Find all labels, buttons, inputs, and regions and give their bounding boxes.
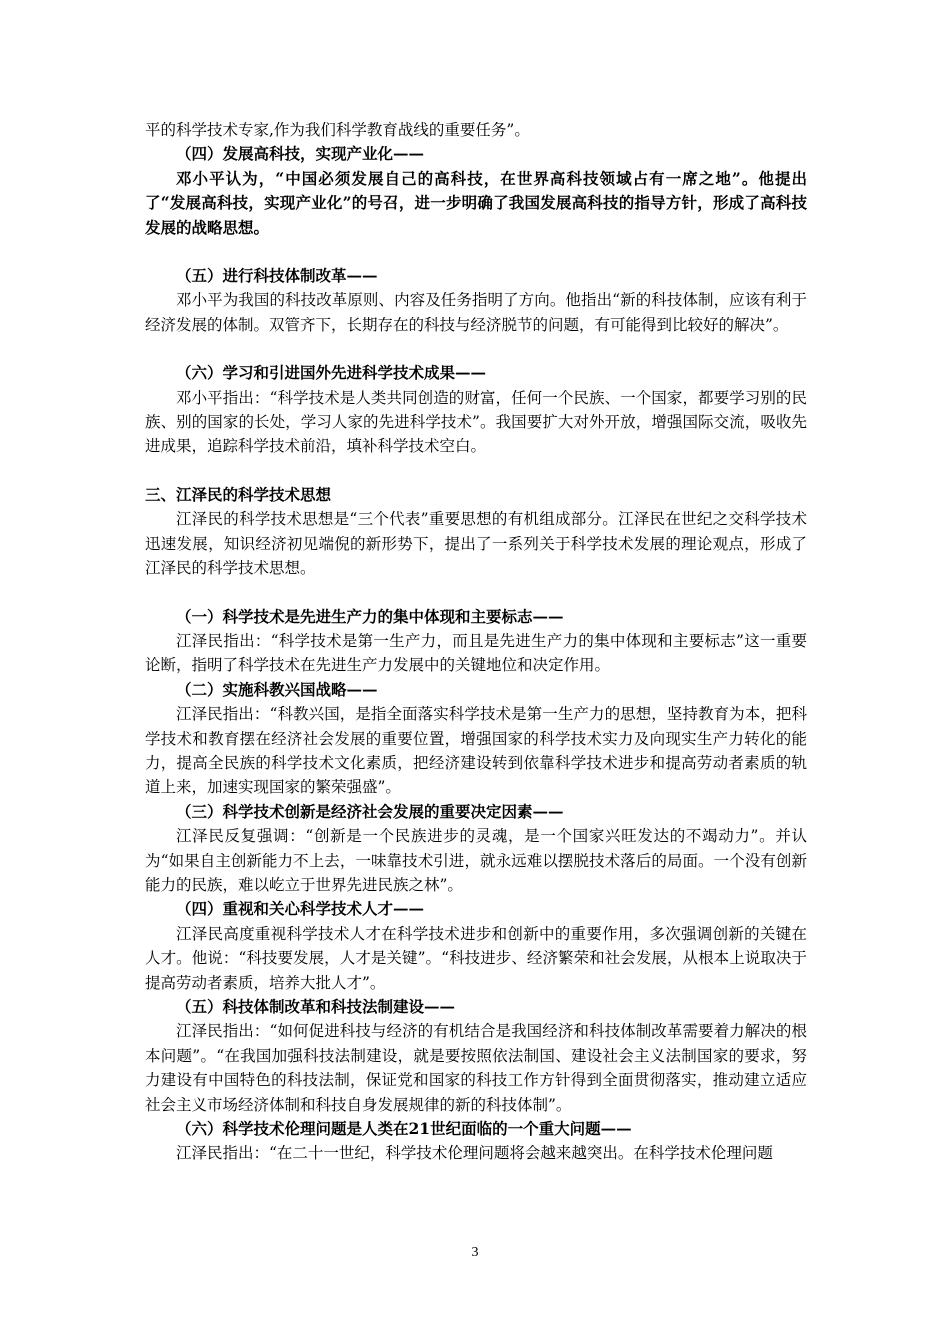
heading-d4: （四）发展高科技，实现产业化—— (176, 144, 425, 164)
lead-paragraph: 平的科学技术专家,作为我们科学教育战线的重要任务”。 (145, 121, 530, 139)
heading-j5: （五）科技体制改革和科技法制建设—— (176, 997, 456, 1016)
document-page (145, 118, 807, 1166)
paragraph-j4: 江泽民高度重视科学技术人才在科学技术进步和创新中的重要作用，多次强调创新的关键在人才。他说：“科技要发展，人才是关键”。“科技进步、经济繁荣和社会发展，从根本上说取决于提高劳动者素质，培养大批人才”。 (145, 924, 807, 992)
heading-j2: （二）实施科教兴国战略—— (176, 679, 378, 699)
paragraph-j2: 江泽民指出：“科教兴国，是指全面落实科学技术是第一生产力的思想，坚持教育为本，把科学技术和教育摆在经济社会发展的重要位置，增强国家的科学技术实力及向现实生产力转化的能力，提高全民族的科学技术文化素质，把经济建设转到依靠科学技术进步和提高劳动者素质的轨道上来，加速实现国家的繁荣强盛”。 (145, 705, 807, 797)
paragraph-j3: 江泽民反复强调：“创新是一个民族进步的灵魂，是一个国家兴旺发达的不竭动力”。并认为“如果自主创新能力不上去，一味靠技术引进，就永远难以摆脱技术落后的局面。一个没有创新能力的民族，难以屹立于世界先进民族之林”。 (145, 827, 807, 894)
heading-j4: （四）重视和关心科学技术人才—— (176, 899, 425, 919)
page-number: 3 (471, 1245, 479, 1260)
heading-j6: （六）科学技术伦理问题是人类在21世纪面临的一个重大问题—— (176, 1119, 632, 1139)
paragraph-j5: 江泽民指出：“如何促进科技与经济的有机结合是我国经济和科技体制改革需要着力解决的根本问题”。“在我国加强科技法制建设，就是要按照依法制国、建设社会主义法制国家的要求，努力建设有中国特色的科技法制，保证党和国家的科技工作方针得到全面贯彻落实，推动建立适应社会主义市场经济体制和科技自身发展规律的新的科技体制”。 (145, 1022, 807, 1114)
section-heading-3: 三、江泽民的科学技术思想 (145, 484, 332, 504)
paragraph-j1: 江泽民指出：“科学技术是第一生产力，而且是先进生产力的集中体现和主要标志”这一重要论断，指明了科学技术在先进生产力发展中的关键地位和决定作用。 (145, 631, 807, 675)
heading-d5: （五）进行科技体制改革—— (176, 266, 378, 286)
paragraph-j6: 江泽民指出：“在二十一世纪，科学技术伦理问题将会越来越突出。在科学技术伦理问题 (176, 1144, 773, 1163)
heading-j1: （一）科学技术是先进生产力的集中体现和主要标志—— (176, 606, 564, 626)
heading-j3: （三）科学技术创新是经济社会发展的重要决定因素—— (176, 801, 564, 821)
paragraph-d6: 邓小平指出：“科学技术是人类共同创造的财富，任何一个民族、一个国家，都要学习别的民族、别的国家的长处，学习人家的先进科学技术”。我国要扩大对外开放，增强国际交流，吸收先进成果，追踪科学技术前沿，填补科学技术空白。 (145, 388, 807, 456)
paragraph-d5: 邓小平为我国的科技改革原则、内容及任务指明了方向。他指出“新的科技体制，应该有利于经济发展的体制。双管齐下，长期存在的科技与经济脱节的问题，有可能得到比较好的解决”。 (145, 291, 807, 334)
paragraph-d4: 邓小平认为，“中国必须发展自己的高科技，在世界高科技领域占有一席之地”。他提出了“发展高科技，实现产业化”的号召，进一步明确了我国发展高科技的指导方针，形成了高科技发展的战略思想。 (145, 168, 807, 237)
heading-d6: （六）学习和引进国外先进科学技术成果—— (176, 363, 487, 383)
paragraph-section-3: 江泽民的科学技术思想是“三个代表”重要思想的有机组成部分。江泽民在世纪之交科学技术迅速发展，知识经济初见端倪的新形势下，提出了一系列关于科学技术发展的理论观点，形成了江泽民的科学技术思想。 (145, 510, 807, 578)
